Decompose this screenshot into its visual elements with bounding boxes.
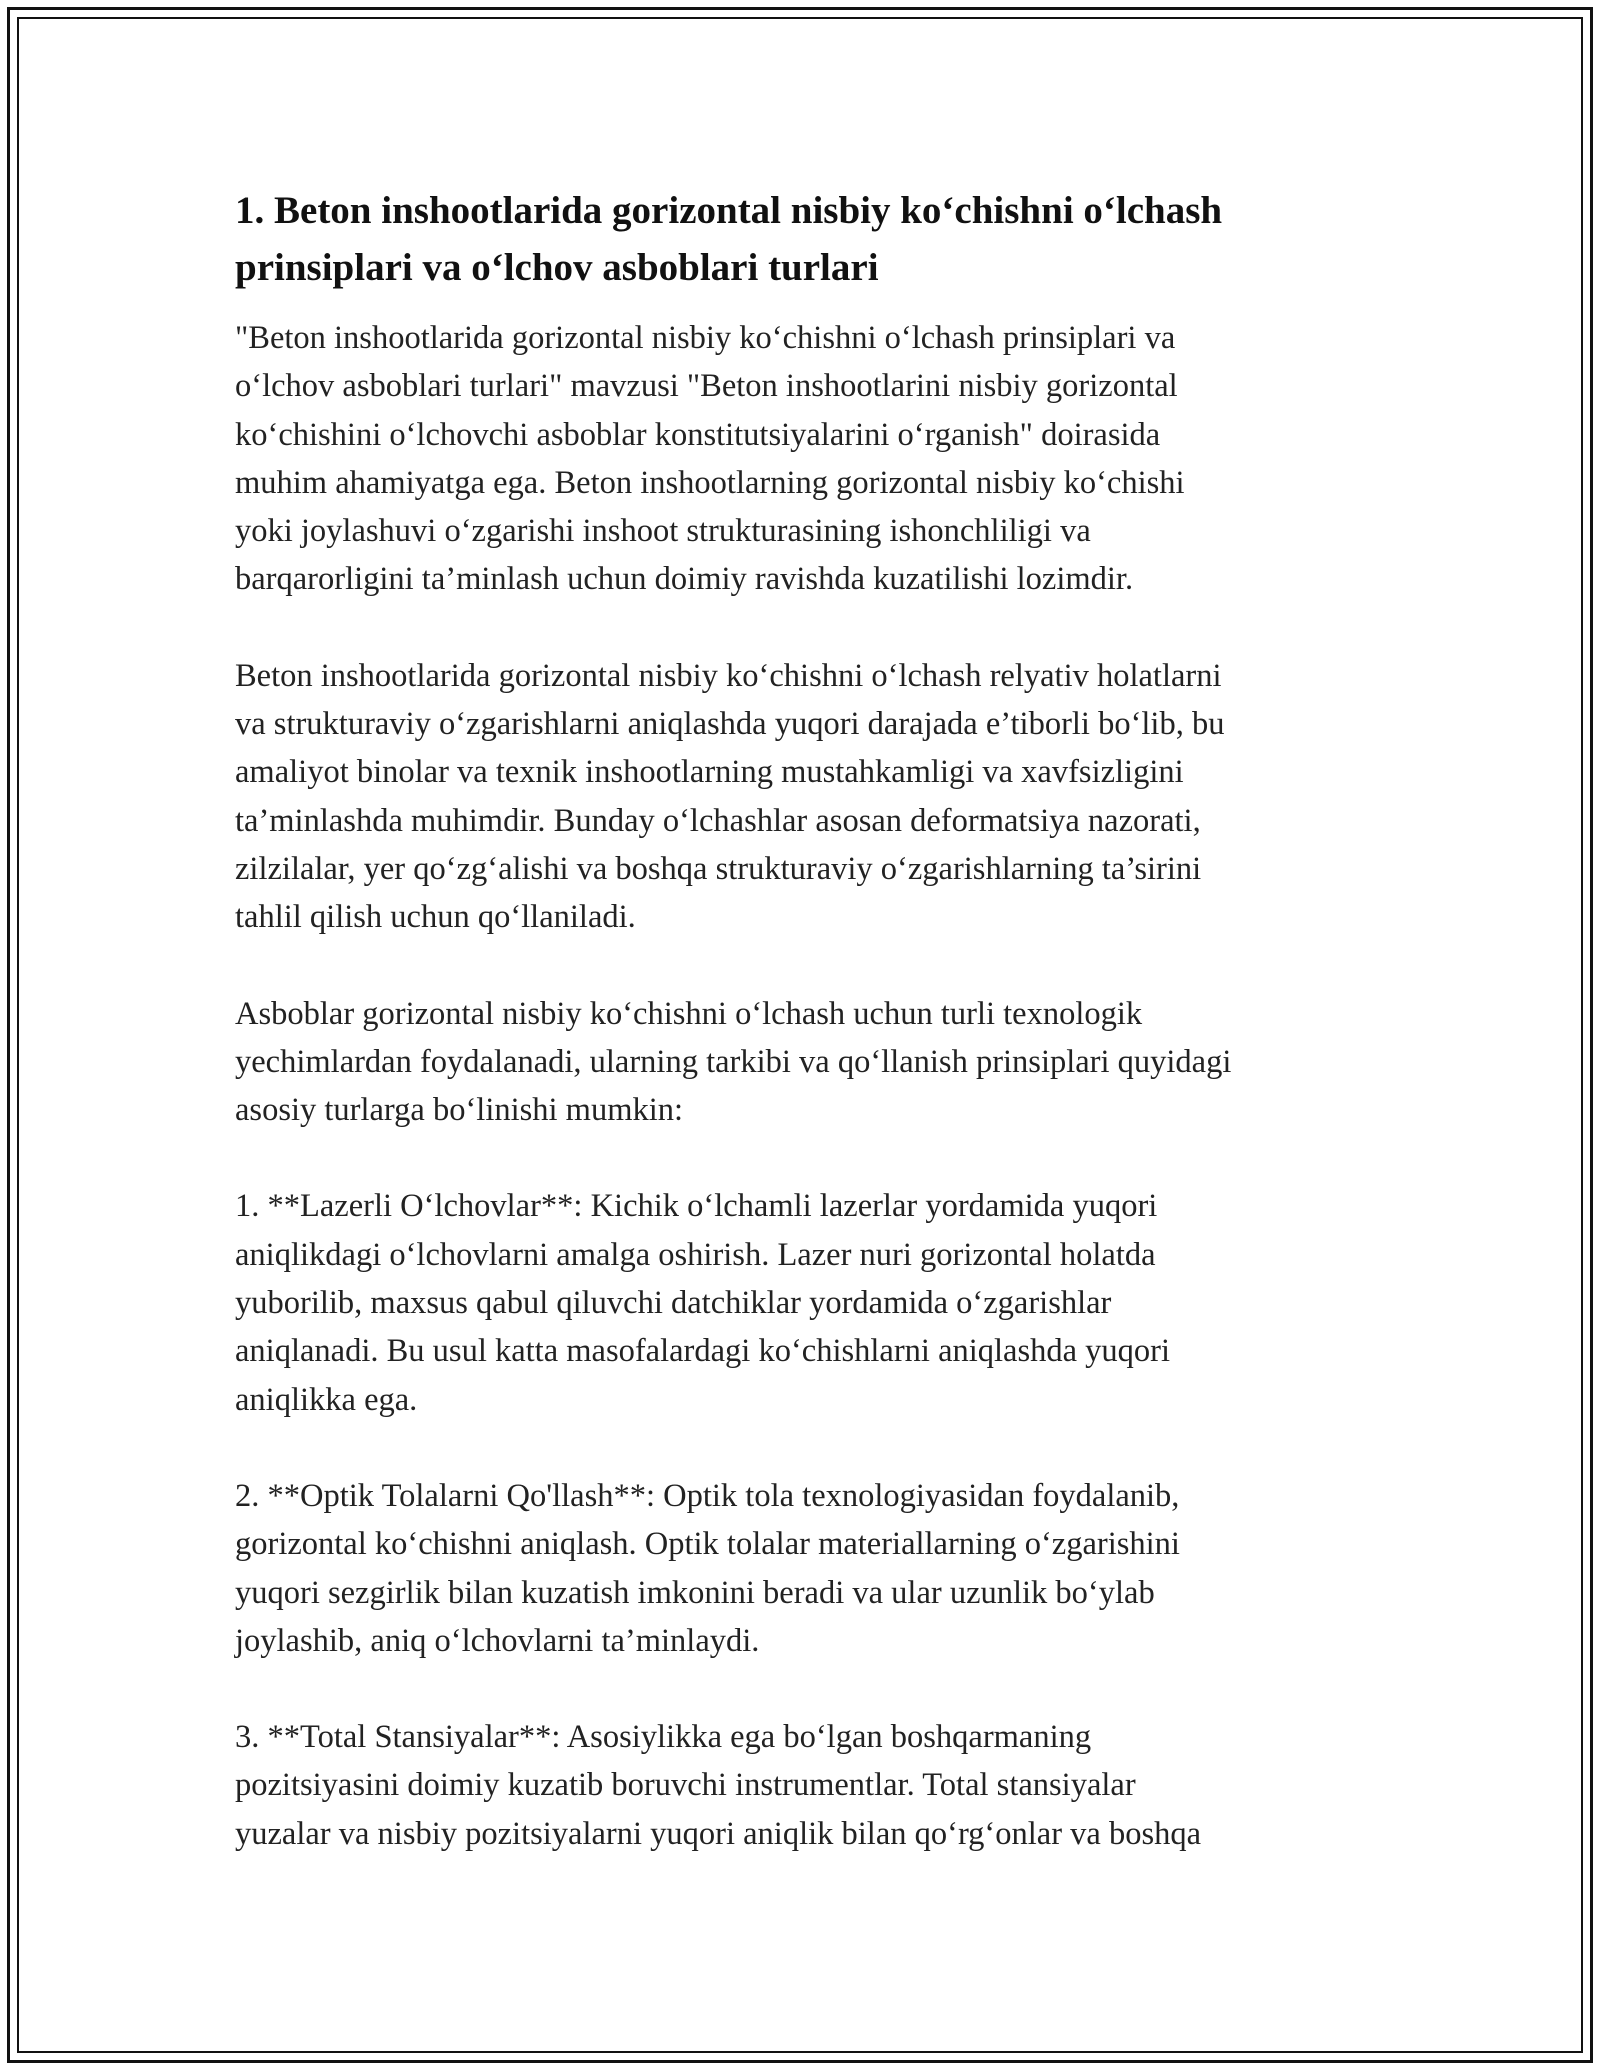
text-line: barqarorligini ta’minlash uchun doimiy ravishda kuzatilishi lozimdir. bbox=[235, 561, 1134, 598]
heading-line: 1. Beton inshootlarida gorizontal nisbiy ko‘chishni o‘lchash bbox=[235, 189, 1223, 232]
text-line: 2. **Optik Tolalarni Qo'llash**: Optik tola texnologiyasidan foydalanib, bbox=[235, 1477, 1180, 1514]
text-line: amaliyot binolar va texnik inshootlarning mustahkamligi va xavfsizligini bbox=[235, 754, 1184, 791]
section-heading bbox=[235, 182, 1365, 296]
text-line: gorizontal ko‘chishni aniqlash. Optik tolalar materiallarning o‘zgarishini bbox=[235, 1526, 1180, 1563]
text-line: o‘lchov asboblari turlari" mavzusi "Beton inshootlarini nisbiy gorizontal bbox=[235, 368, 1178, 405]
text-line: zilzilalar, yer qo‘zg‘alishi va boshqa strukturaviy o‘zgarishlarning ta’sirini bbox=[235, 850, 1202, 887]
text-line: Asboblar gorizontal nisbiy ko‘chishni o‘lchash uchun turli texnologik bbox=[235, 995, 1143, 1032]
text-line: Beton inshootlarida gorizontal nisbiy ko‘chishni o‘lchash relyativ holatlarni bbox=[235, 657, 1222, 694]
text-line: yuzalar va nisbiy pozitsiyalarni yuqori aniqlik bilan qo‘rg‘onlar va boshqa bbox=[235, 1815, 1202, 1852]
text-line: yuborilib, maxsus qabul qiluvchi datchiklar yordamida o‘zgarishlar bbox=[235, 1285, 1112, 1322]
list-item-total-stations bbox=[235, 1713, 1365, 1858]
heading-line: prinsiplari va o‘lchov asboblari turlari bbox=[235, 246, 879, 289]
text-line: aniqlikdagi o‘lchovlarni amalga oshirish. Lazer nuri gorizontal holatda bbox=[235, 1236, 1156, 1273]
text-line: ko‘chishini o‘lchovchi asboblar konstitutsiyalarini o‘rganish" doirasida bbox=[235, 416, 1161, 453]
text-line: ta’minlashda muhimdir. Bunday o‘lchashlar asosan deformatsiya nazorati, bbox=[235, 802, 1201, 839]
text-line: va strukturaviy o‘zgarishlarni aniqlashda yuqori darajada e’tiborli bo‘lib, bu bbox=[235, 706, 1225, 743]
text-line: tahlil qilish uchun qo‘llaniladi. bbox=[235, 899, 636, 936]
list-item-optical-fiber bbox=[235, 1472, 1365, 1665]
paragraph-importance bbox=[235, 652, 1365, 942]
text-line: yoki joylashuvi o‘zgarishi inshoot strukturasining ishonchliligi va bbox=[235, 513, 1091, 550]
text-line: muhim ahamiyatga ega. Beton inshootlarning gorizontal nisbiy ko‘chishi bbox=[235, 464, 1185, 501]
paragraph-intro bbox=[235, 314, 1365, 604]
paragraph-instrument-types bbox=[235, 990, 1365, 1135]
text-line: asosiy turlarga bo‘linishi mumkin: bbox=[235, 1092, 684, 1129]
list-item-laser bbox=[235, 1182, 1365, 1423]
text-line: yuqori sezgirlik bilan kuzatish imkonini beradi va ular uzunlik bo‘ylab bbox=[235, 1574, 1155, 1611]
text-line: yechimlardan foydalanadi, ularning tarkibi va qo‘llanish prinsiplari quyidagi bbox=[235, 1043, 1232, 1080]
text-line: aniqlikka ega. bbox=[235, 1381, 418, 1418]
text-line: "Beton inshootlarida gorizontal nisbiy ko‘chishni o‘lchash prinsiplari va bbox=[235, 320, 1176, 356]
text-line: 3. **Total Stansiyalar**: Asosiylikka ega bo‘lgan boshqarmaning bbox=[235, 1719, 1092, 1756]
text-line: joylashib, aniq o‘lchovlarni ta’minlaydi. bbox=[235, 1622, 760, 1659]
text-line: 1. **Lazerli O‘lchovlar**: Kichik o‘lchamli lazerlar yordamida yuqori bbox=[235, 1188, 1158, 1225]
text-line: pozitsiyasini doimiy kuzatib boruvchi instrumentlar. Total stansiyalar bbox=[235, 1767, 1136, 1804]
text-line: aniqlanadi. Bu usul katta masofalardagi ko‘chishlarni aniqlashda yuqori bbox=[235, 1333, 1171, 1370]
document-body bbox=[235, 182, 1365, 1906]
